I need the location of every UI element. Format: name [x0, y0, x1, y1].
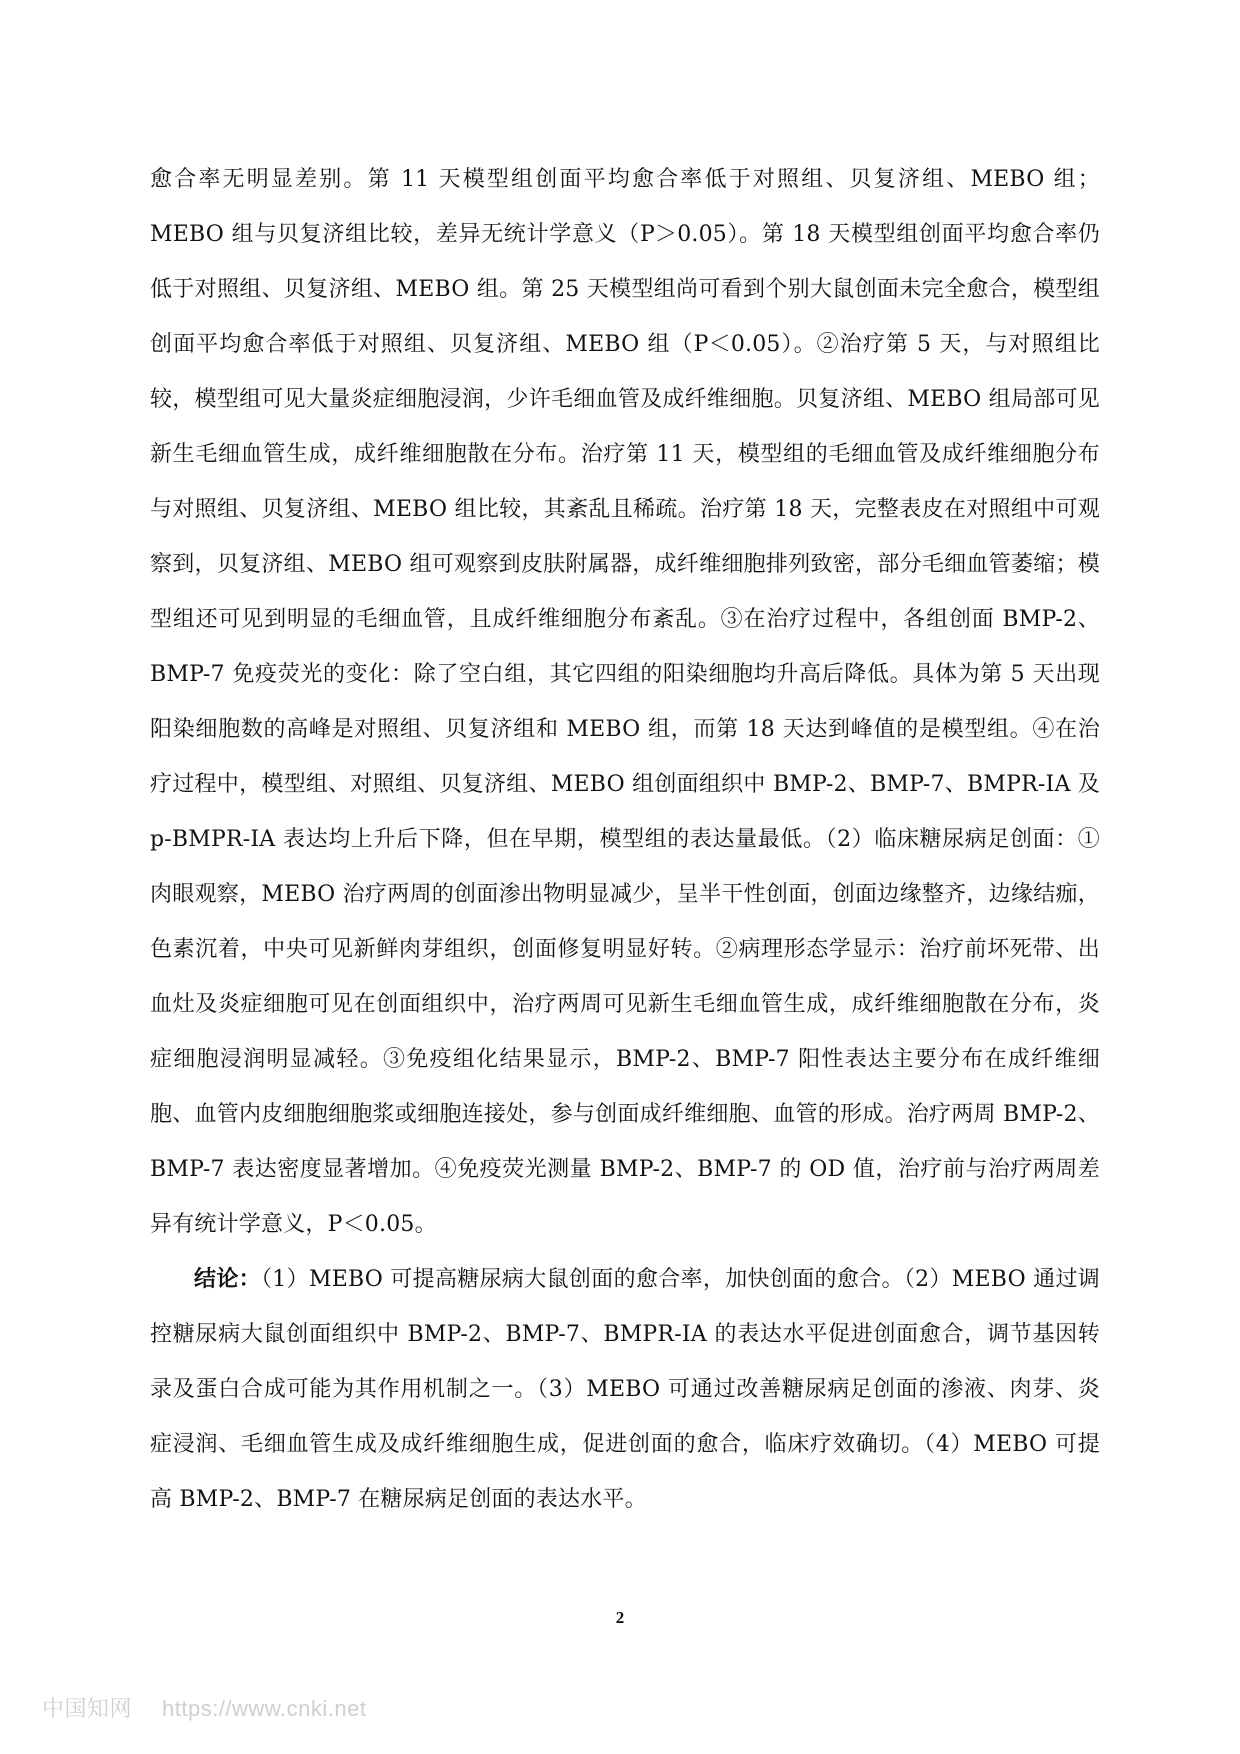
body-text	[150, 152, 1100, 1527]
watermark-brand: 中国知网	[42, 1696, 133, 1721]
watermark-url: https://www.cnki.net	[162, 1696, 367, 1721]
conclusion-paragraph	[150, 1252, 1100, 1527]
cnki-watermark	[42, 1692, 366, 1723]
page-number: 2	[615, 1608, 625, 1627]
conclusion-label: 结论：	[194, 1266, 261, 1292]
conclusion-text: （1）MEBO 可提高糖尿病大鼠创面的愈合率，加快创面的愈合。（2）MEBO 通过调控糖尿病大鼠创面组织中 BMP-2、BMP-7、BMPR-IA 的表达水平促进创面愈合，调节基因转录及蛋白合成可能为其作用机制之一。（3）MEBO 可通过改善糖尿病足创面的渗液、肉芽、炎症浸润、毛细血管生成及成纤维细胞生成，促进创面的愈合，临床疗效确切。（4）MEBO 可提高 BMP-2、BMP-7 在糖尿病足创面的表达水平。	[150, 1267, 1100, 1512]
results-paragraph: 愈合率无明显差别。第 11 天模型组创面平均愈合率低于对照组、贝复济组、MEBO 组；MEBO 组与贝复济组比较，差异无统计学意义（P＞0.05）。第 18 天模型组创面平均愈合率仍低于对照组、贝复济组、MEBO 组。第 25 天模型组尚可看到个别大鼠创面未完全愈合，模型组创面平均愈合率低于对照组、贝复济组、MEBO 组（P＜0.05）。②治疗第 5 天，与对照组比较，模型组可见大量炎症细胞浸润，少许毛细血管及成纤维细胞。贝复济组、MEBO 组局部可见新生毛细血管生成，成纤维细胞散在分布。治疗第 11 天，模型组的毛细血管及成纤维细胞分布与对照组、贝复济组、MEBO 组比较，其紊乱且稀疏。治疗第 18 天，完整表皮在对照组中可观察到，贝复济组、MEBO 组可观察到皮肤附属器，成纤维细胞排列致密，部分毛细血管萎缩；模型组还可见到明显的毛细血管，且成纤维细胞分布紊乱。③在治疗过程中，各组创面 BMP-2、BMP-7 免疫荧光的变化：除了空白组，其它四组的阳染细胞均升高后降低。具体为第 5 天出现阳染细胞数的高峰是对照组、贝复济组和 MEBO 组，而第 18 天达到峰值的是模型组。④在治疗过程中，模型组、对照组、贝复济组、MEBO 组创面组织中 BMP-2、BMP-7、BMPR-IA 及 p-BMPR-IA 表达均上升后下降，但在早期，模型组的表达量最低。（2）临床糖尿病足创面：①肉眼观察，MEBO 治疗两周的创面渗出物明显减少，呈半干性创面，创面边缘整齐，边缘结痂，色素沉着，中央可见新鲜肉芽组织，创面修复明显好转。②病理形态学显示：治疗前坏死带、出血灶及炎症细胞可见在创面组织中，治疗两周可见新生毛细血管生成，成纤维细胞散在分布，炎症细胞浸润明显减轻。③免疫组化结果显示，BMP-2、BMP-7 阳性表达主要分布在成纤维细胞、血管内皮细胞细胞浆或细胞连接处，参与创面成纤维细胞、血管的形成。治疗两周 BMP-2、BMP-7 表达密度显著增加。④免疫荧光测量 BMP-2、BMP-7 的 OD 值，治疗前与治疗两周差异有统计学意义，P＜0.05。	[150, 167, 1100, 1237]
